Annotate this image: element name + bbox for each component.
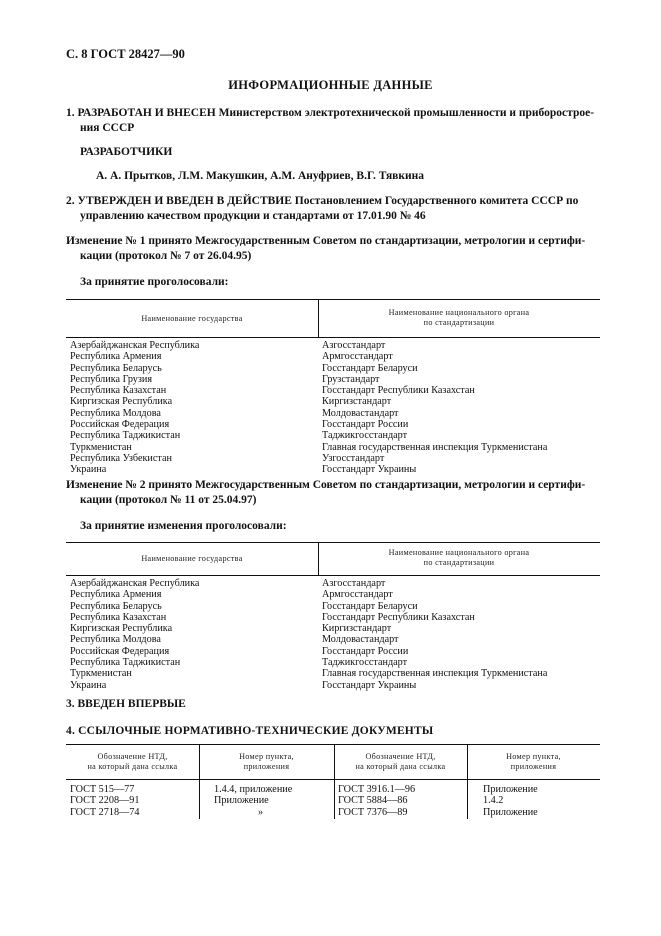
list-item: Молдовастандарт — [322, 634, 399, 646]
developers-heading: РАЗРАБОТЧИКИ — [80, 146, 173, 158]
list-item: Туркменистан — [70, 441, 132, 453]
list-item: Киргизская Республика — [70, 396, 173, 408]
table-2-top-rule — [66, 542, 600, 543]
table-1-top-rule — [66, 299, 600, 300]
list-item: Таджикгосстандарт — [322, 430, 408, 442]
table-3-right-docs — [338, 784, 415, 818]
list-item: ГОСТ 5884—86 — [338, 795, 408, 807]
table-3-col-1-line-2: на который дана ссылка — [87, 762, 178, 771]
table-3-left-docs — [70, 784, 139, 818]
list-item: Киргизстандарт — [322, 396, 392, 408]
list-item: Республика Молдова — [70, 407, 161, 419]
table-2-header-rule — [66, 575, 600, 576]
table-2-col-body-line-1: Наименование национального органа — [388, 548, 530, 557]
list-item: Республика Казахстан — [70, 611, 167, 623]
table-3-col-3-line-2: на который дана ссылка — [355, 762, 446, 771]
table-3-header-rule — [66, 779, 600, 780]
list-item: Республика Беларусь — [70, 600, 162, 612]
page-header: С. 8 ГОСТ 28427—90 — [66, 47, 185, 61]
section-4-heading: 4. ССЫЛОЧНЫЕ НОРМАТИВНО-ТЕХНИЧЕСКИЕ ДОКУМЕНТЫ — [66, 725, 434, 737]
table-2-col-state: Наименование государства — [141, 554, 243, 563]
list-item: Азгосстандарт — [322, 340, 386, 351]
list-item: Таджикгосстандарт — [322, 657, 408, 669]
table-3-right-items — [483, 784, 538, 818]
list-item: Госстандарт России — [322, 419, 409, 431]
change-1-line-1: Изменение № 1 принято Межгосударственным Советом по стандартизации, метрологии и сертифи- — [66, 235, 586, 247]
list-item: Республика Таджикистан — [70, 430, 181, 442]
list-item: Киргизстандарт — [322, 623, 392, 635]
section-2-line-1: 2. УТВЕРЖДЕН И ВВЕДЕН В ДЕЙСТВИЕ Постановлением Государственного комитета СССР по — [66, 195, 579, 207]
list-item: Молдовастандарт — [322, 407, 399, 419]
list-item: Госстандарт Республики Казахстан — [322, 611, 475, 623]
list-item: Приложение — [483, 806, 538, 818]
change-1-voted-heading: За принятие проголосовали: — [80, 276, 229, 288]
table-2-col-body-line-2: по стандартизации — [423, 558, 495, 567]
table-1-states — [70, 340, 199, 476]
list-item: ГОСТ 2208—91 — [70, 795, 140, 807]
list-item: » — [258, 806, 264, 818]
list-item: Украина — [70, 679, 107, 691]
table-3-col-1-line-1: Обозначение НТД, — [97, 752, 168, 761]
table-3-top-rule — [66, 744, 600, 745]
developers-list: А. А. Прытков, Л.М. Макушкин, А.М. Ануфриев, В.Г. Тявкина — [96, 170, 425, 182]
list-item: 1.4.4, приложение — [214, 784, 293, 795]
list-item: ГОСТ 7376—89 — [338, 806, 408, 818]
table-3-col-2-line-2: приложения — [243, 762, 290, 771]
list-item: Госстандарт Беларуси — [322, 600, 418, 612]
table-3-col-3-line-1: Обозначение НТД, — [365, 752, 436, 761]
list-item: Республика Молдова — [70, 634, 161, 646]
table-1-bodies — [322, 340, 547, 476]
section-1-line-2: ния СССР — [80, 122, 135, 134]
list-item: Российская Федерация — [70, 645, 170, 657]
list-item: Республика Грузия — [70, 373, 153, 385]
change-2-line-1: Изменение № 2 принято Межгосударственным Советом по стандартизации, метрологии и сертифи- — [66, 479, 586, 491]
list-item: Азгосстандарт — [322, 578, 386, 589]
list-item: ГОСТ 2718—74 — [70, 806, 140, 818]
table-1-col-state: Наименование государства — [141, 314, 243, 323]
list-item: Азербайджанская Республика — [70, 340, 200, 351]
list-item: Госстандарт России — [322, 645, 409, 657]
section-2-line-2: управлению качеством продукции и стандартами от 17.01.90 № 46 — [80, 210, 426, 222]
table-3-col-2-line-1: Номер пункта, — [239, 752, 294, 761]
page-title: ИНФОРМАЦИОННЫЕ ДАННЫЕ — [228, 78, 433, 92]
table-3-col-4-line-1: Номер пункта, — [506, 752, 561, 761]
list-item: Госстандарт Беларуси — [322, 362, 418, 374]
section-3: 3. ВВЕДЕН ВПЕРВЫЕ — [66, 698, 186, 710]
list-item: Украина — [70, 464, 107, 476]
list-item: Госстандарт Украины — [322, 464, 417, 476]
list-item: Республика Казахстан — [70, 385, 167, 397]
list-item: Республика Беларусь — [70, 362, 162, 374]
table-1-col-body-line-2: по стандартизации — [423, 318, 495, 327]
list-item: Республика Армения — [70, 351, 162, 363]
list-item: ГОСТ 3916.1—96 — [338, 784, 416, 795]
section-1-line-1: 1. РАЗРАБОТАН И ВНЕСЕН Министерством электротехнической промышленности и приборострое- — [66, 107, 595, 119]
list-item: Армгосстандарт — [322, 589, 393, 601]
list-item: Приложение — [483, 784, 538, 795]
table-1-col-body-line-1: Наименование национального органа — [388, 308, 530, 317]
table-1-header-rule — [66, 337, 600, 338]
list-item: Главная государственная инспекция Туркменистана — [322, 668, 548, 680]
list-item: Республика Узбекистан — [70, 452, 172, 464]
change-1-line-2: кации (протокол № 7 от 26.04.95) — [80, 250, 252, 262]
table-3-col-4-line-2: приложения — [510, 762, 557, 771]
list-item: Армгосстандарт — [322, 351, 393, 363]
change-2-line-2: кации (протокол № 11 от 25.04.97) — [80, 494, 257, 506]
table-2-bodies — [322, 578, 547, 691]
list-item: Азербайджанская Республика — [70, 578, 200, 589]
list-item: Госстандарт Украины — [322, 679, 417, 691]
list-item: Республика Армения — [70, 589, 162, 601]
table-3-left-items — [214, 784, 292, 818]
list-item: Туркменистан — [70, 668, 132, 680]
table-2-states — [70, 578, 199, 691]
list-item: 1.4.2 — [483, 795, 504, 807]
list-item: Главная государственная инспекция Туркменистана — [322, 441, 548, 453]
list-item: Киргизская Республика — [70, 623, 173, 635]
list-item: Республика Таджикистан — [70, 657, 181, 669]
change-2-voted-heading: За принятие изменения проголосовали: — [80, 520, 287, 532]
list-item: Российская Федерация — [70, 419, 170, 431]
list-item: Грузстандарт — [322, 373, 380, 385]
list-item: Госстандарт Республики Казахстан — [322, 385, 475, 397]
list-item: Приложение — [214, 795, 269, 807]
list-item: ГОСТ 515—77 — [70, 784, 135, 795]
list-item: Узгосстандарт — [322, 452, 385, 464]
